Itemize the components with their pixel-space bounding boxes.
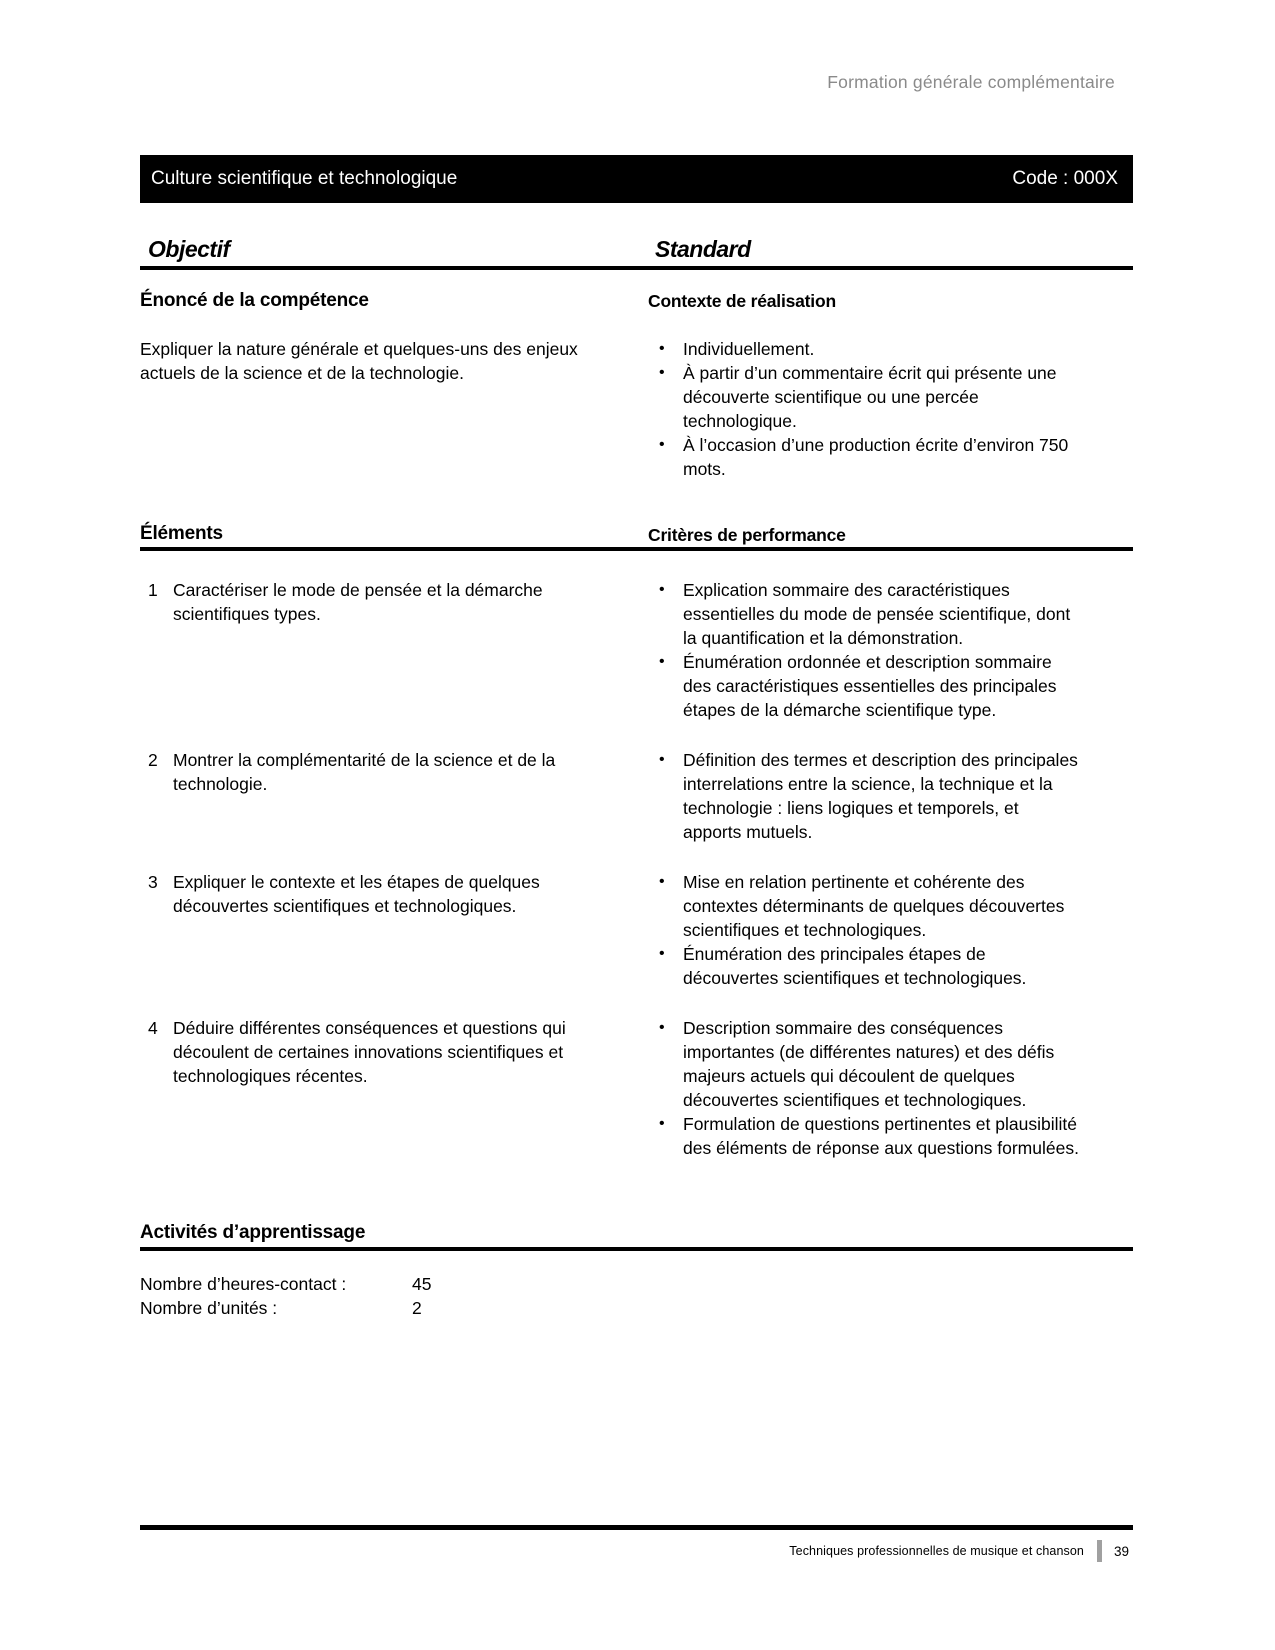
- contexte-bullet-list: [648, 337, 1133, 481]
- element-number: 1: [148, 580, 158, 600]
- list-item: [648, 1112, 1133, 1160]
- table-row: [140, 1016, 1133, 1160]
- footer-page-number: 39: [1113, 1543, 1129, 1559]
- bullet-icon: •: [659, 945, 665, 962]
- elements-rows: [140, 578, 1133, 1186]
- course-code: Code : 000X: [1012, 168, 1118, 189]
- list-item: [648, 337, 1133, 361]
- element-text: Montrer la complémentarité de la science et de la technologie.: [173, 750, 556, 794]
- section-competence-headings: [140, 290, 1133, 312]
- activites-heading: Activités d’apprentissage: [140, 1222, 366, 1243]
- criteres-heading: Critères de performance: [648, 525, 846, 545]
- running-header: Formation générale complémentaire: [827, 72, 1115, 92]
- footer-divider-bar: [1097, 1540, 1102, 1562]
- list-item: [140, 1272, 1133, 1296]
- activites-label: Nombre d’unités :: [140, 1298, 278, 1318]
- list-item: [648, 433, 1133, 481]
- element-number: 2: [148, 750, 158, 770]
- bullet-text: Mise en relation pertinente et cohérente des contextes déterminants de quelques découvertes scientifiques et technologiques.: [683, 872, 1065, 940]
- footer-rule: [140, 1525, 1133, 1530]
- objectif-heading: Objectif: [148, 236, 230, 262]
- bullet-text: À l’occasion d’une production écrite d’environ 750 mots.: [683, 435, 1069, 479]
- list-item: [648, 942, 1133, 990]
- criteria-cell: [648, 1016, 1133, 1160]
- course-title: Culture scientifique et technologique: [151, 168, 458, 189]
- competence-text: Expliquer la nature générale et quelques-uns des enjeux actuels de la science et de la technologie.: [140, 339, 578, 383]
- criteria-cell: [648, 870, 1133, 990]
- page-footer: [140, 1540, 1133, 1562]
- criteria-cell: [648, 748, 1133, 844]
- bullet-text: À partir d’un commentaire écrit qui présente une découverte scientifique ou une percée technologique.: [683, 363, 1057, 431]
- bullet-icon: •: [659, 751, 665, 768]
- objectif-standard-rule: [140, 266, 1133, 270]
- table-row: [140, 578, 1133, 722]
- elements-heading: Éléments: [140, 523, 223, 544]
- course-banner: [140, 155, 1133, 203]
- list-item: [648, 578, 1133, 650]
- element-text: Caractériser le mode de pensée et la démarche scientifiques types.: [173, 580, 543, 624]
- bullet-icon: •: [659, 653, 665, 670]
- bullet-icon: •: [659, 1019, 665, 1036]
- bullet-text: Individuellement.: [683, 339, 815, 359]
- bullet-icon: •: [659, 581, 665, 598]
- element-cell: [140, 578, 600, 626]
- activites-value: 2: [412, 1298, 422, 1318]
- bullet-text: Définition des termes et description des principales interrelations entre la science, la technique et la technologie : liens logiques et temporels, et apports mutuels.: [683, 750, 1078, 842]
- activites-rule: [140, 1247, 1133, 1251]
- column-headers: [140, 236, 1133, 266]
- page-content: [140, 0, 1133, 1650]
- element-number: 4: [148, 1018, 158, 1038]
- table-row: [140, 870, 1133, 990]
- footer-program-title: Techniques professionnelles de musique et chanson: [789, 1544, 1084, 1558]
- bullet-icon: •: [659, 364, 665, 381]
- standard-heading: Standard: [655, 236, 751, 262]
- list-item: [648, 870, 1133, 942]
- bullet-text: Énumération des principales étapes de découvertes scientifiques et technologiques.: [683, 944, 1027, 988]
- list-item: [648, 650, 1133, 722]
- element-cell: [140, 748, 600, 796]
- element-cell: [140, 1016, 600, 1088]
- bullet-text: Description sommaire des conséquences importantes (de différentes natures) et des défis majeurs actuels qui découlent de quelques découvertes scientifiques et technologiques.: [683, 1018, 1055, 1110]
- bullet-icon: •: [659, 873, 665, 890]
- element-cell: [140, 870, 600, 918]
- criteria-cell: [648, 578, 1133, 722]
- activites-rows: [140, 1272, 1133, 1320]
- bullet-text: Énumération ordonnée et description sommaire des caractéristiques essentielles des principales étapes de la démarche scientifique type.: [683, 652, 1057, 720]
- contexte-heading: Contexte de réalisation: [648, 291, 836, 311]
- bullet-icon: •: [659, 340, 665, 357]
- bullet-text: Explication sommaire des caractéristiques essentielles du mode de pensée scientifique, dont la quantification et la démonstration.: [683, 580, 1071, 648]
- section-elements-headings: [140, 523, 1133, 545]
- element-number: 3: [148, 872, 158, 892]
- list-item: [648, 361, 1133, 433]
- competence-heading: Énoncé de la compétence: [140, 290, 369, 311]
- activites-value: 45: [412, 1274, 432, 1294]
- list-item: [140, 1296, 1133, 1320]
- elements-rule: [140, 547, 1133, 551]
- bullet-text: Formulation de questions pertinentes et plausibilité des éléments de réponse aux questions formulées.: [683, 1114, 1079, 1158]
- bullet-icon: •: [659, 1115, 665, 1132]
- activites-label: Nombre d’heures-contact :: [140, 1274, 347, 1294]
- table-row: [140, 748, 1133, 844]
- element-text: Expliquer le contexte et les étapes de quelques découvertes scientifiques et technologiques.: [173, 872, 540, 916]
- list-item: [648, 1016, 1133, 1112]
- bullet-icon: •: [659, 436, 665, 453]
- list-item: [648, 748, 1133, 844]
- element-text: Déduire différentes conséquences et questions qui découlent de certaines innovations scientifiques et technologiques récentes.: [173, 1018, 566, 1086]
